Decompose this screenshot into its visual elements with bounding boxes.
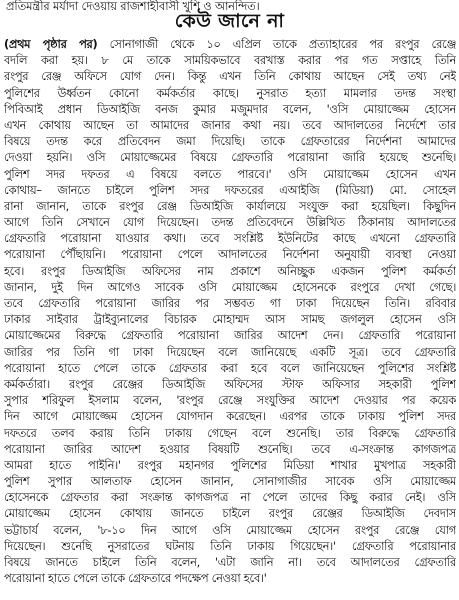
article-line: আমরা হাতে পাইনি।' রংপুর মহানগর পুলিশের মিডিয়া শাখার মুখপাত্র সহকারী: [4, 458, 456, 472]
article-line: মোয়াজ্জেমের বিরুদ্ধে গ্রেফতারি পরোয়ানা জারির আদেশ দেন। গ্রেফতারি পরোয়ানা: [4, 329, 456, 343]
article-line: বিষয়ে জানতে চাইলে তিনি বলেন, 'এটা জানি না। তবে আদালতের গ্রেফতারি: [4, 556, 456, 569]
article-line: দেওয়া হয়নি। ওসি মোয়াজ্জেমের বিষয়ে গ্রেফতারি পরোয়ানা জারি হয়েছে শুনেছি।: [4, 151, 456, 165]
article-line: পরোয়ানা পৌঁছায়নি। পরোয়ানা পেলে আদালতের নির্দেশনা অনুযায়ী ব্যবস্থা নেওয়া: [4, 248, 456, 262]
article-line: বদলি করা হয়। ৮ মে তাকে সাময়িকভাবে বরখাস্ত করার পর গত সপ্তাহে তিনি: [4, 54, 456, 68]
article-body: [4, 37, 456, 599]
article-line: কোথায়– জানতে চাইলে পুলিশ সদর দফতরের এআইজি (মিডিয়া) মো. সোহেল: [4, 183, 456, 197]
article-line: রানা জানান, তাকে রংপুর রেঞ্জ ডিআইজি কার্যালয়ে সংযুক্ত করা হয়েছিল। কিছুদিন: [4, 199, 456, 213]
article-line: পুলিশ সুপার আলতাফ হোসেন জানান, সোনাগাজীর সাবেক ওসি মোয়াজ্জেম: [4, 475, 456, 489]
article-line: (প্রথম পৃষ্ঠার পর) সোনাগাজী থেকে ১০ এপ্রিল তাকে প্রত্যাহারের পর রংপুর রেঞ্জে: [4, 38, 456, 51]
article-line: গ্রেফতারি পরোয়ানা যাওয়ার কথা। তবে সংশ্লিষ্ট ইউনিটের কাছে এখনো গ্রেফতারি: [4, 232, 456, 246]
article-line: পুলিশ সদর দফতর এ বিষয়ে বলতে পারবে।' ওসি মোয়াজ্জেম হোসেন এখন: [4, 167, 456, 181]
article-line: ভট্টাচার্য বলেন, '৮-১০ দিন আগে ওসি মোয়াজ্জেম হোসেন রংপুর রেঞ্জে যোগ: [4, 523, 456, 537]
article-line: দিন আগে মোয়াজ্জেম হোসেন যোগদান করেছেন। এরপর তাকে ঢাকায় পুলিশ সদর: [4, 410, 456, 424]
article-line: বিষয়ে তদন্ত করে প্রতিবেদন জমা দিয়েছি। তাকে গ্রেফতারের নির্দেশনা আমাদের: [4, 135, 456, 149]
article-line: পরোয়ানা জারির আদেশ হওয়ার বিষয়টি শুনেছি। তবে এ-সংক্রান্ত কাগজপত্র: [4, 442, 456, 456]
article-line: পরোয়ানা হাতে পেলে তাকে গ্রেফতারে পদক্ষেপ নেওয়া হবে।': [4, 572, 267, 586]
article-line: দিয়েছেন। শুনেছি নুসরাতের ঘটনায় তিনি ঢাকায় গিয়েছেন।' গ্রেফতারি পরোয়ানার: [4, 539, 456, 553]
previous-article-fragment: প্রতিমন্ত্রীর মর্যাদা দেওয়ায় রাজশাহীবাসী খুশি ও আনন্দিত।: [6, 0, 260, 13]
article-line: মোয়াজ্জেম হোসেন কোথায় জানতে চাইলে রংপুর রেঞ্জের ডিআইজি দেবদাস: [4, 507, 456, 521]
article-line: জারির পর তিনি গা ঢাকা দিয়েছেন বলে জানিয়েছে একটি সূত্র। তবে গ্রেফতারি: [4, 345, 456, 359]
article-line: হোসেনকে গ্রেফতার করা সংক্রান্ত কাগজপত্র না পেলে তাদের কিছু করার নেই। ওসি: [4, 491, 456, 505]
article-line: এখন কোথায় আছেন তা আমাদের জানার কথা নয়। তবে আদালতের নির্দেশে তার: [4, 118, 456, 132]
article-line: জানান, দুই দিন আগেও সাবেক ওসি মোয়াজ্জেম হোসেনকে রংপুরে দেখা গেছে।: [4, 280, 456, 294]
article-line: পিবিআই প্রধান ডিআইজি বনজ কুমার মজুমদার বলেন, 'ওসি মোয়াজ্জেম হোসেন: [4, 102, 456, 116]
article-line: পরোয়ানা হাতে পেলে তাকে গ্রেফতার করা হবে বলে জানিয়েছেন পুলিশের সংশ্লিষ্ট: [4, 361, 456, 375]
article-line: কর্মকর্তারা। রংপুর রেঞ্জের ডিআইজি অফিসের স্টাফ অফিসার সহকারী পুলিশ: [4, 377, 456, 391]
headline: কেউ জানে না: [174, 10, 285, 32]
article-line: রংপুর রেঞ্জ অফিসে যোগ দেন। কিন্তু এখন তিনি কোথায় আছেন সেই তথ্য নেই: [4, 70, 456, 84]
article-line: ঢাকার সাইবার ট্রাইব্যুনালের বিচারক মোহাম্মদ আস সামছ জগলুল হোসেন ওসি: [4, 313, 456, 327]
article-line: হবে। রংপুর ডিআইজি অফিসের নাম প্রকাশে অনিচ্ছুক একজন পুলিশ কর্মকর্তা: [4, 264, 456, 278]
article-line: দফতরে তলব করায় তিনি ঢাকায় গেছেন বলে শুনেছি। তার বিরুদ্ধে গ্রেফতারি: [4, 426, 456, 440]
article-line: সুপার শরিফুল ইসলাম বলেন, 'রংপুর রেঞ্জে সংযুক্তির আদেশ দেওয়ার পর কয়েক: [4, 394, 456, 408]
article-line: পুলিশের উর্ধ্বতন কোনো কর্মকর্তার কাছে। নুসরাত হত্যা মামলার তদন্ত সংস্থা: [4, 86, 456, 100]
article-line: আগে তিনি সেখানে যোগ দিয়েছেন। তদন্ত প্রতিবেদনে উল্লিখিত ঠিকানায় আদালতের: [4, 216, 456, 230]
continuation-tag: (প্রথম পৃষ্ঠার পর): [4, 38, 98, 51]
article-line: তবে গ্রেফতারি পরোয়ানা জারির পর সম্ভবত গা ঢাকা দিয়েছেন তিনি। রবিবার: [4, 297, 456, 310]
